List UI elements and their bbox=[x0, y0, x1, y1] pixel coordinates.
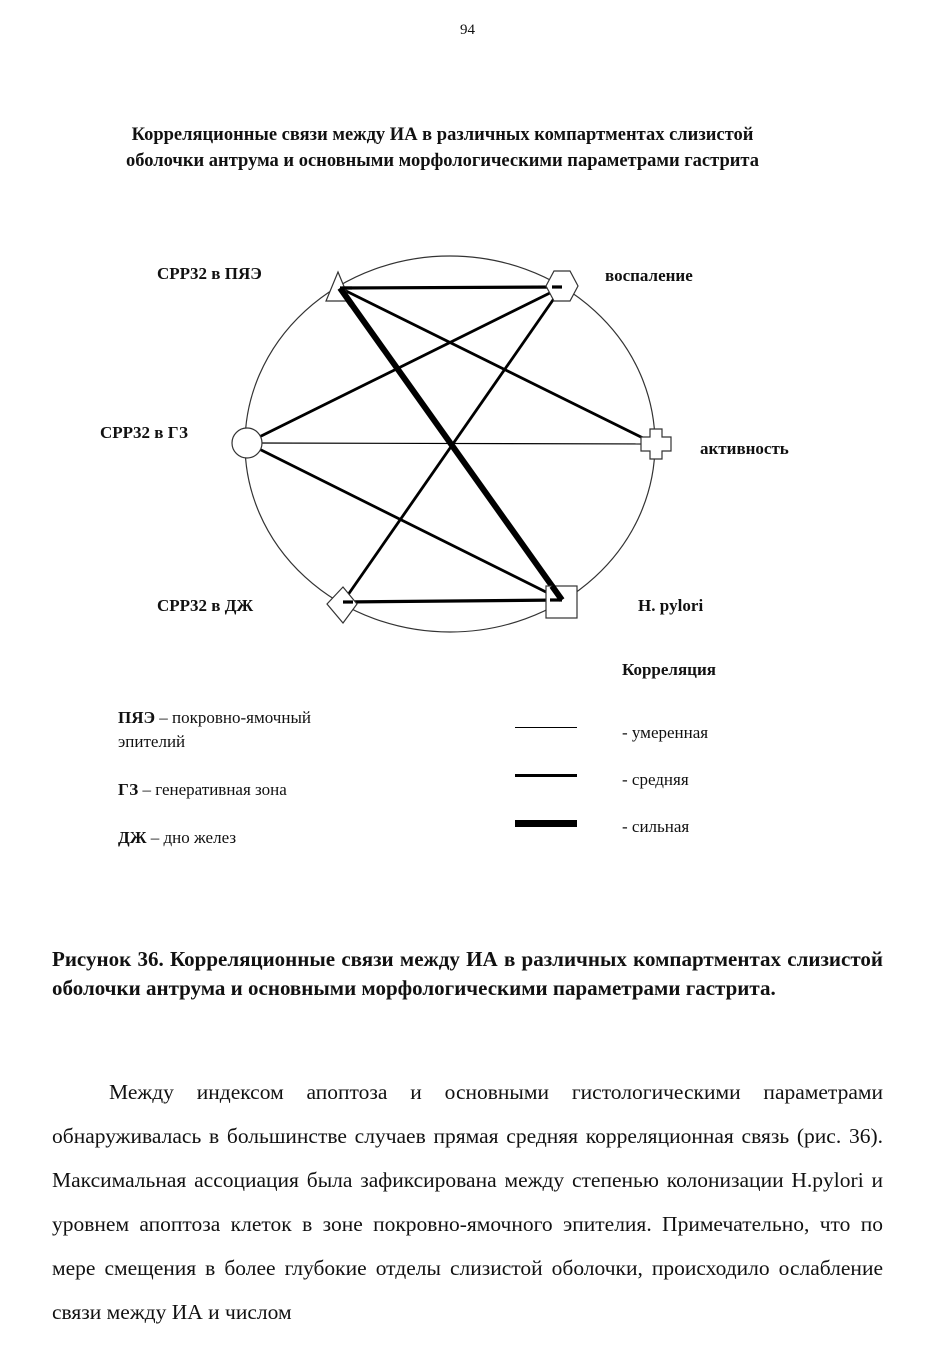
legend-heading: Корреляция bbox=[622, 660, 716, 679]
edge-pyae-inflammation bbox=[340, 287, 562, 288]
legend-medium-line bbox=[515, 774, 577, 777]
node-label-activity: активность bbox=[700, 439, 789, 458]
page-number: 94 bbox=[460, 22, 475, 38]
abbreviation-term: ДЖ bbox=[118, 828, 147, 847]
legend-moderate-line bbox=[515, 727, 577, 728]
node-label-cpp32-pyae: CPP32 в ПЯЭ bbox=[157, 264, 262, 283]
abbreviation-term: ПЯЭ bbox=[118, 708, 156, 727]
abbreviation-gz bbox=[118, 778, 287, 802]
figure-title: Корреляционные связи между ИА в различных компартментах слизистой оболочки антрума и основными морфологическими параметрами гастрита bbox=[126, 125, 759, 171]
node-label-cpp32-gz: CPP32 в ГЗ bbox=[100, 423, 188, 442]
legend-strong-line bbox=[515, 820, 577, 827]
node-label-cpp32-dzh: CPP32 в ДЖ bbox=[157, 596, 254, 615]
edge-dzh-hpylori bbox=[343, 600, 562, 602]
legend-medium-label: - средняя bbox=[622, 770, 689, 789]
circle-marker-icon bbox=[232, 428, 262, 458]
body-paragraph: Между индексом апоптоза и основными гистологическими параметрами обнаруживалась в большинстве случаев прямая средняя корреляционная связь (рис. 36). Максимальная ассоциация была зафиксирована между степенью колонизации H.pylori и уровнем апоптоза клеток в зоне покровно-ямочного эпителия. Примечательно, что по мере смещения в более глубокие отделы слизистой оболочки, происходило ослабление связи между ИА и числом bbox=[52, 1080, 883, 1324]
abbreviation-pyae bbox=[118, 706, 378, 754]
legend-strong-label: - сильная bbox=[622, 817, 690, 836]
edge-gz-inflammation bbox=[247, 287, 562, 443]
cross-marker-icon bbox=[641, 429, 671, 459]
edge-gz-hpylori bbox=[247, 443, 562, 600]
square-marker-icon bbox=[546, 586, 577, 618]
abbreviation-term: ГЗ bbox=[118, 780, 139, 799]
legend-moderate-label: - умеренная bbox=[622, 723, 709, 742]
abbreviation-definition: – генеративная зона bbox=[138, 780, 287, 799]
node-label-h-pylori: H. pylori bbox=[638, 596, 704, 615]
edge-pyae-activity bbox=[340, 288, 655, 444]
abbreviation-dzh bbox=[118, 826, 236, 850]
figure-caption: Рисунок 36. Корреляционные связи между ИА в различных компартментах слизистой оболочки антрума и основными морфологическими параметрами гастрита. bbox=[52, 947, 883, 1000]
diamond-marker-icon bbox=[327, 587, 357, 623]
node-label-inflammation: воспаление bbox=[605, 266, 693, 285]
abbreviation-definition: – покровно-ямочный эпителий bbox=[118, 708, 311, 751]
abbreviation-definition: – дно желез bbox=[146, 828, 237, 847]
